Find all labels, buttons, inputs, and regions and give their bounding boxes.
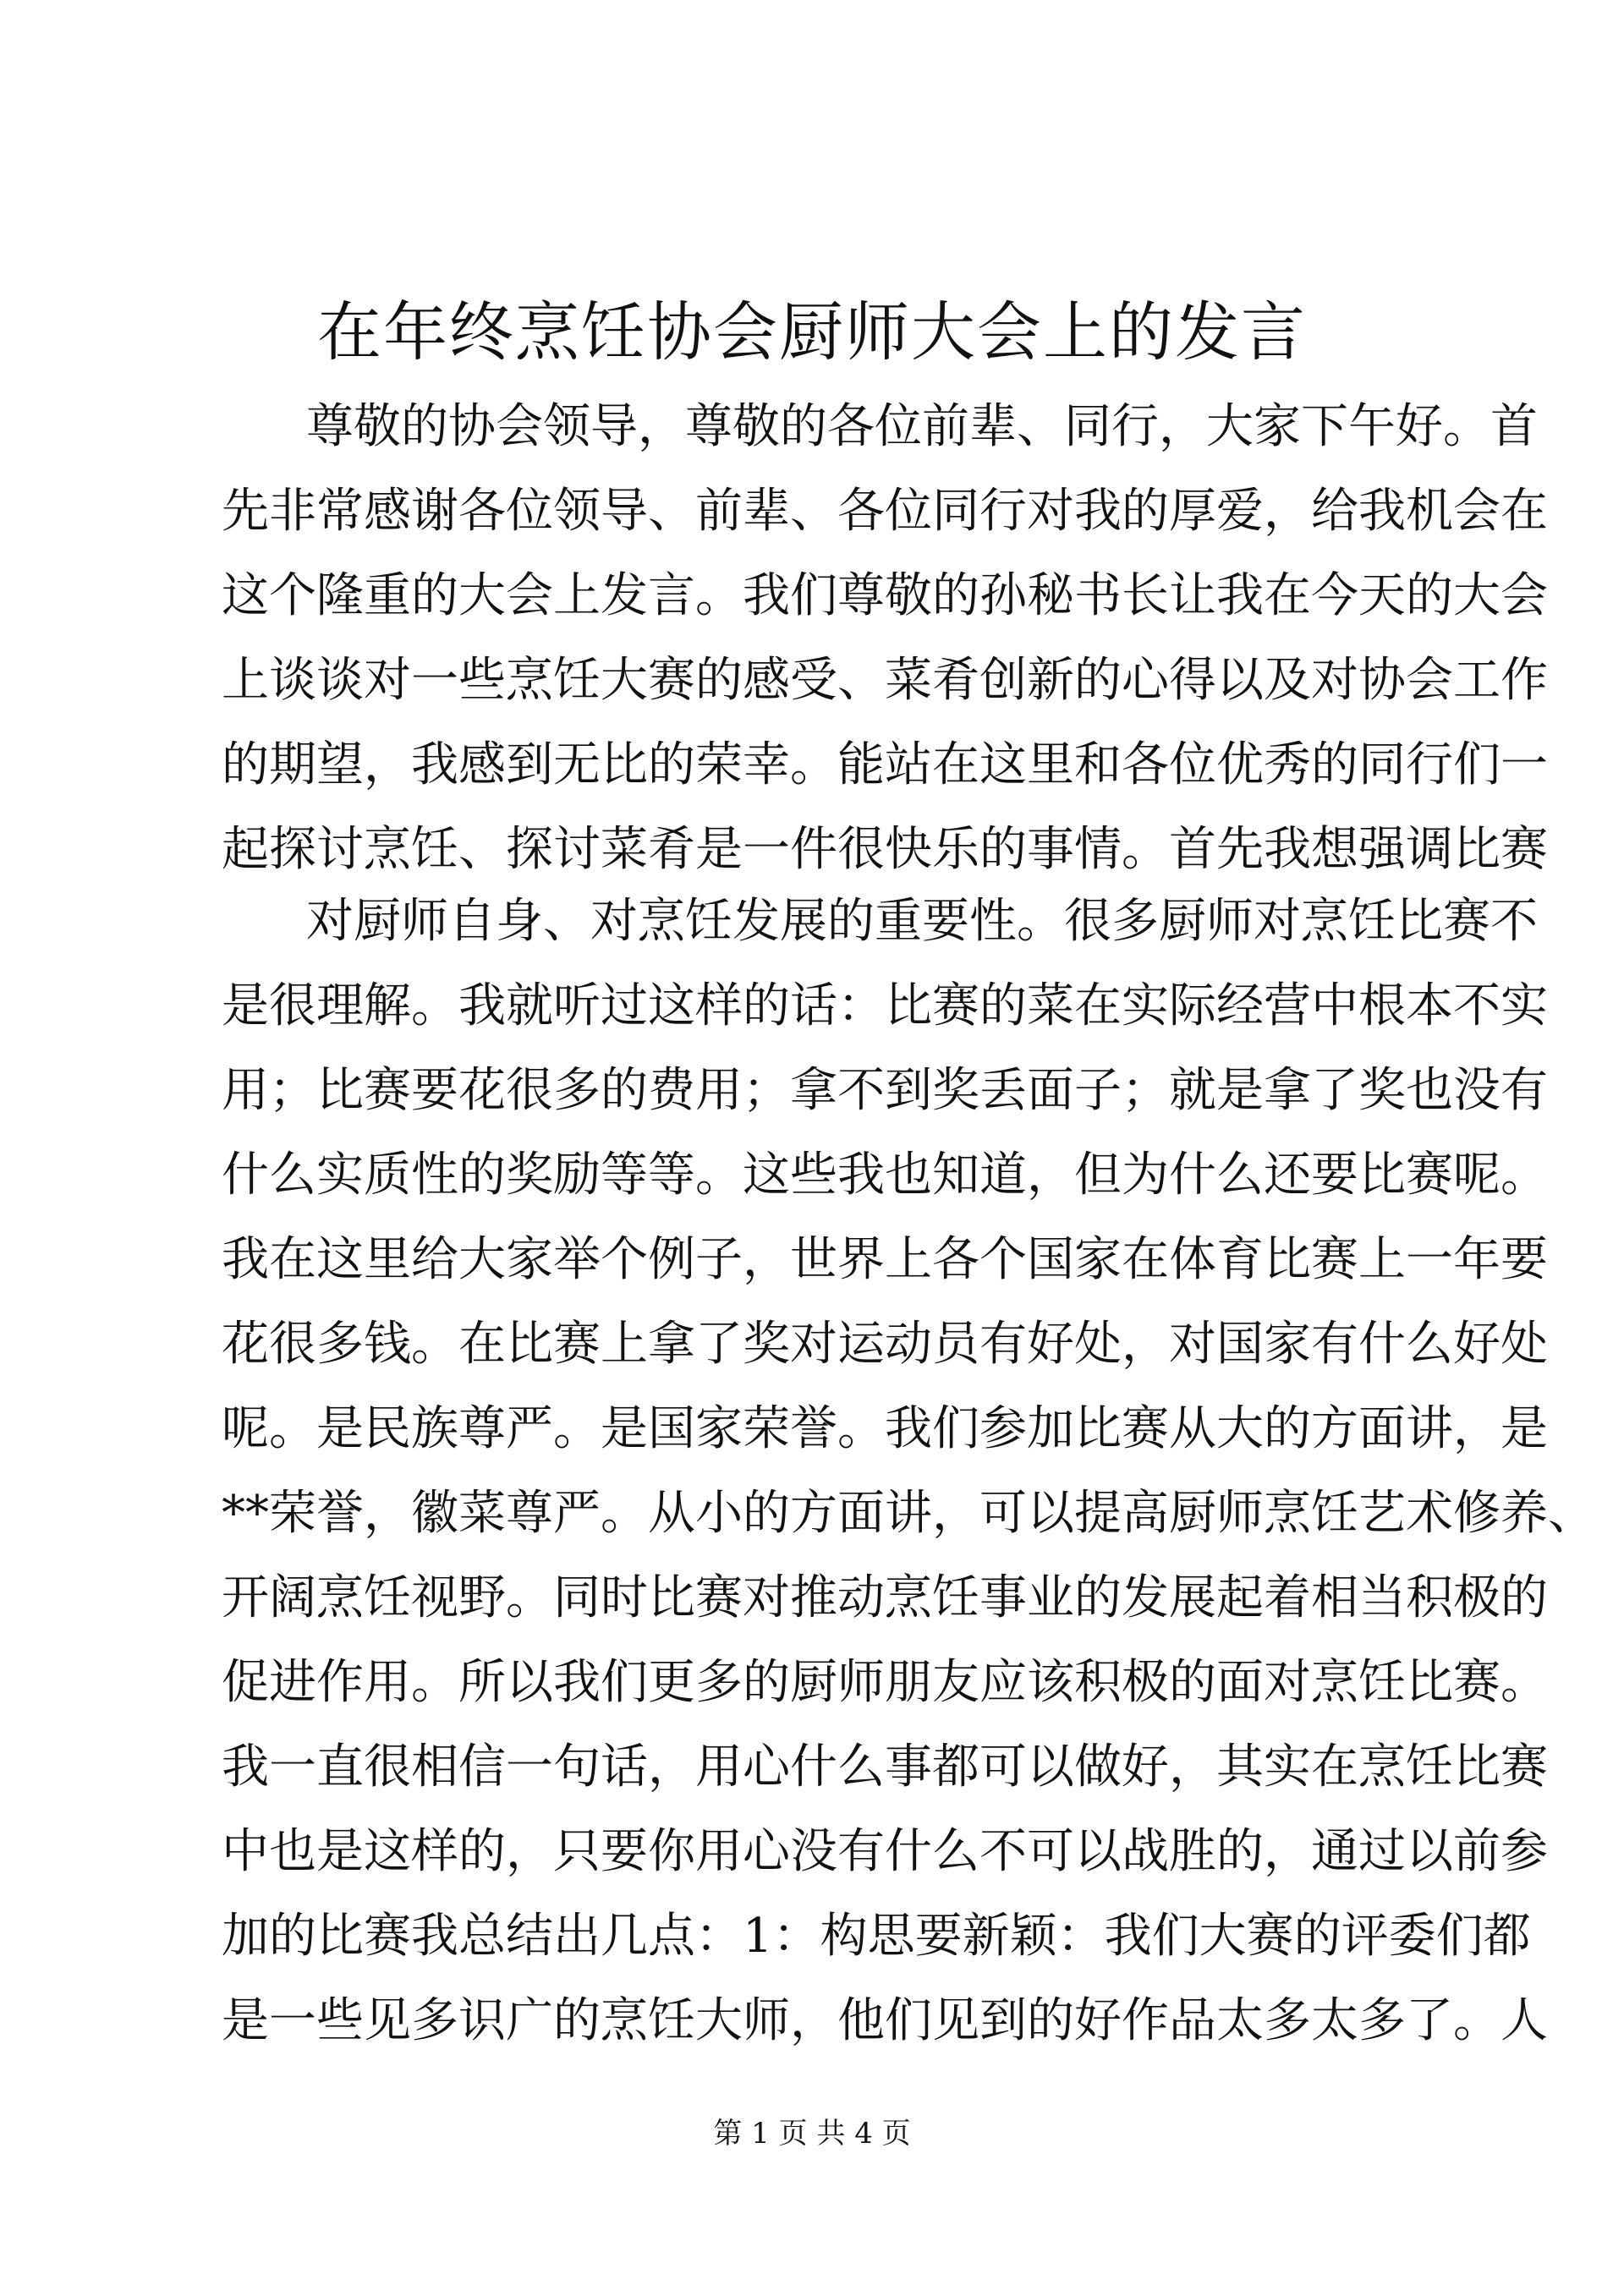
text-line: 尊敬的协会领导，尊敬的各位前辈、同行，大家下午好。首 [306, 399, 1538, 454]
text-line: 我在这里给大家举个例子，世界上各个国家在体育比赛上一年要 [222, 1232, 1548, 1287]
text-line: 起探讨烹饪、探讨菜肴是一件很快乐的事情。首先我想强调比赛 [222, 822, 1548, 877]
text-line: 对厨师自身、对烹饪发展的重要性。很多厨师对烹饪比赛不 [306, 894, 1538, 949]
document-title: 在年终烹饪协会厨师大会上的发言 [317, 294, 1307, 370]
text-line: 加的比赛我总结出几点：1：构思要新颖：我们大赛的评委们都 [222, 1909, 1531, 1964]
page-footer: 第 1 页 共 4 页 [713, 2117, 911, 2151]
text-line: 这个隆重的大会上发言。我们尊敬的孙秘书长让我在今天的大会 [222, 568, 1548, 623]
text-line: 开阔烹饪视野。同时比赛对推动烹饪事业的发展起着相当积极的 [222, 1570, 1548, 1625]
text-line: 是一些见多识广的烹饪大师，他们见到的好作品太多太多了。人 [222, 1993, 1548, 2048]
paragraph-2 [222, 879, 1595, 2063]
paragraph-1 [222, 385, 1548, 892]
text-line: 是很理解。我就听过这样的话：比赛的菜在实际经营中根本不实 [222, 978, 1548, 1033]
text-line: 的期望，我感到无比的荣幸。能站在这里和各位优秀的同行们一 [222, 737, 1548, 792]
text-line: 上谈谈对一些烹饪大赛的感受、菜肴创新的心得以及对协会工作 [222, 653, 1548, 708]
text-line: 促进作用。所以我们更多的厨师朋友应该积极的面对烹饪比赛。 [222, 1655, 1548, 1710]
text-line: 我一直很相信一句话，用心什么事都可以做好，其实在烹饪比赛 [222, 1740, 1548, 1795]
text-line: 呢。是民族尊严。是国家荣誉。我们参加比赛从大的方面讲，是 [222, 1401, 1548, 1456]
text-line: 花很多钱。在比赛上拿了奖对运动员有好处，对国家有什么好处 [222, 1317, 1548, 1372]
text-line: 什么实质性的奖励等等。这些我也知道，但为什么还要比赛呢。 [222, 1148, 1548, 1203]
text-line: 中也是这样的，只要你用心没有什么不可以战胜的，通过以前参 [222, 1824, 1548, 1879]
text-line: **荣誉，徽菜尊严。从小的方面讲，可以提高厨师烹饪艺术修养、 [222, 1486, 1595, 1541]
text-line: 先非常感谢各位领导、前辈、各位同行对我的厚爱，给我机会在 [222, 484, 1548, 539]
text-line: 用；比赛要花很多的费用；拿不到奖丢面子；就是拿了奖也没有 [222, 1063, 1548, 1118]
